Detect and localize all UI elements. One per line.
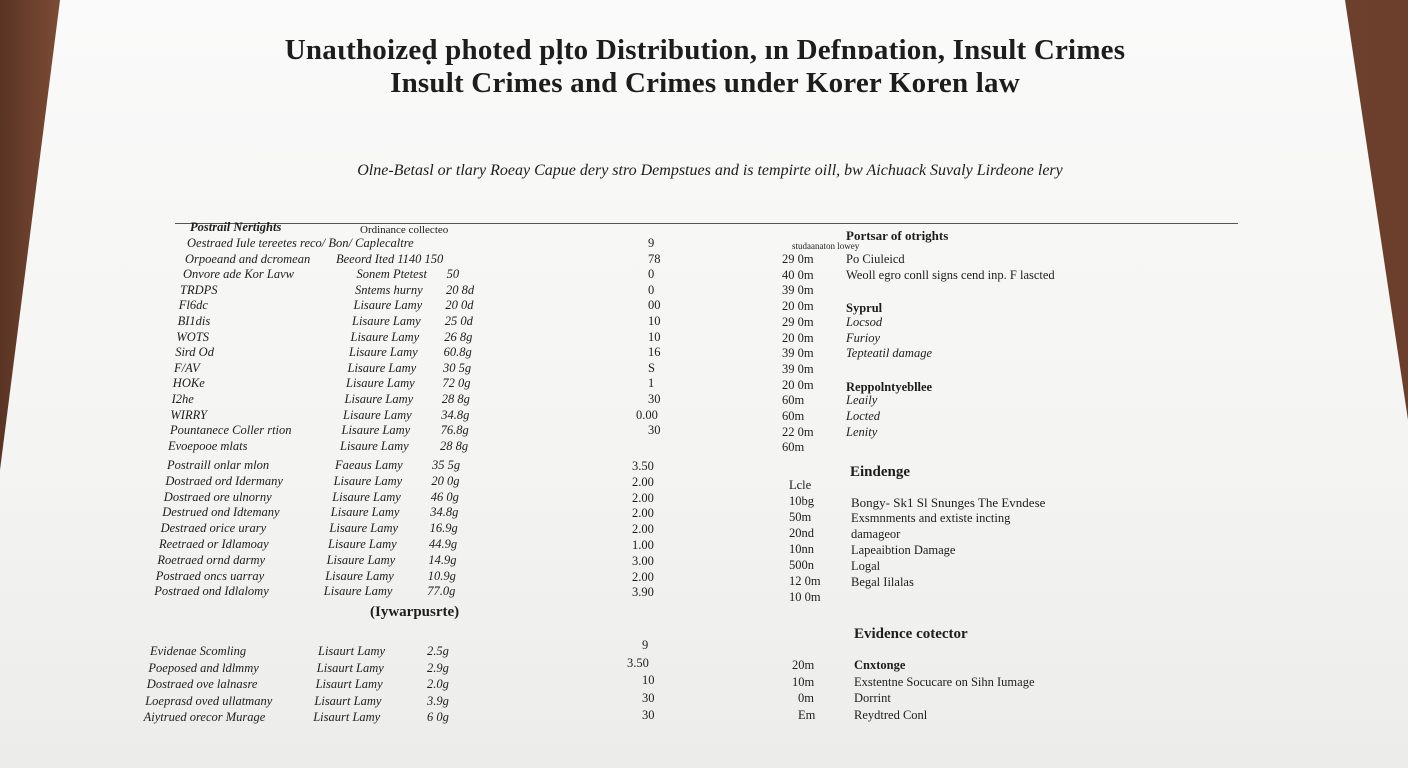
table-row-value: 30 5g <box>443 360 472 375</box>
table-row-value: 46 0g <box>430 489 459 504</box>
middle-value: 2.00 <box>632 569 654 584</box>
table-row-value: 2.0g <box>427 677 449 691</box>
middle-value: 3.50 <box>632 459 654 473</box>
middle-value: 3.50 <box>627 655 649 670</box>
table-row-type: Lisaure Lamy <box>340 438 409 453</box>
table-row-type: Lisaurt Lamy <box>314 693 382 708</box>
table-row-type: Sonem Ptetest <box>356 267 427 282</box>
table-row-value: 34.8g <box>430 505 459 520</box>
table-row-label: Orpoeand and dcromean <box>185 251 311 266</box>
table-row-label: Postraill onlar mlon <box>167 458 270 472</box>
right-row-text: Locsod <box>846 314 883 329</box>
measure-value: 39 0m <box>782 361 814 376</box>
table-row-label: Onvore ade Kor Lavw <box>183 267 294 282</box>
right-row-text: Lapeaibtion Damage <box>851 543 956 557</box>
right-row-text: Exstentne Socucare on Sihn Iumage <box>854 674 1035 689</box>
middle-value: 2.00 <box>632 506 654 521</box>
measure-value: 20nd <box>789 526 814 540</box>
right-row-text: Tepteatil damage <box>846 346 932 361</box>
middle-value: 2.00 <box>632 490 654 505</box>
measure-value: 29 0m <box>782 314 814 329</box>
middle-value: 9 <box>648 236 655 250</box>
measure-value: 10 0m <box>789 590 821 604</box>
table-row-label: Aiytrued orecor Murage <box>143 710 266 724</box>
table-row-value: 14.9g <box>428 552 457 567</box>
table-row-label: Reetraed or Idlamoay <box>159 537 269 551</box>
measure-value: 12 0m <box>789 574 821 588</box>
right-row-text: Reydtred Conl <box>854 707 928 722</box>
measure-value: 20 0m <box>782 330 814 345</box>
right-row-text: Syprul <box>846 301 883 316</box>
title-line-2: Insult Crimes and Crimes under Korer Koren law <box>390 67 1020 99</box>
title-line-1: Unaιthoizeḍ photed pḷto Distribution, ın Defnɒation, Insult Crimes <box>284 34 1126 66</box>
left-table-1-header-label: Postrail Nertights <box>190 220 282 234</box>
table-row-type: Lisaure Lamy <box>333 473 403 488</box>
table-row-type: Faeaus Lamy <box>335 458 403 472</box>
right-row-text: Exsmnments and extiste incting <box>851 511 1011 525</box>
table-row-label: Pountanece Coller rtion <box>170 423 292 438</box>
middle-value: 9 <box>642 638 649 652</box>
table-row-label: Postraed oncs uarray <box>155 568 265 583</box>
center-label: (Iywarpusrte) <box>370 604 460 620</box>
table-row-label: Oestraed Iule tereetes reco/ Bon/ Caplecaltre <box>187 236 414 250</box>
middle-value: 0 <box>648 267 655 282</box>
table-row-type: Lisaure Lamy <box>328 537 397 551</box>
table-row-type: Lisaure Lamy <box>323 584 393 599</box>
table-row-value: 72 0g <box>442 376 471 391</box>
table-row-label: Dostraed ove lalnasre <box>146 677 258 691</box>
right-row-text: Logal <box>851 559 881 573</box>
header-divider <box>175 223 1238 224</box>
right-row-text: Begal Iilalas <box>851 575 914 589</box>
table-row-label: WIRRY <box>170 407 207 422</box>
table-row-label: Loeprasd oved ullatmany <box>145 693 273 708</box>
table-row-type: Lisaurt Lamy <box>315 677 383 691</box>
table-row-label: Poeposed and ldlmmy <box>148 660 259 675</box>
middle-value: 10 <box>642 673 655 687</box>
document-title <box>150 34 1260 100</box>
right-section-3-header: Evidence cotector <box>854 626 968 642</box>
right-section-1-sub: studaanaton lowey <box>792 241 860 251</box>
table-row-label: I2he <box>171 392 194 406</box>
measure-value: 60m <box>782 409 805 423</box>
measure-value: 20 0m <box>782 377 814 392</box>
table-row-type: Lisaure Lamy <box>343 407 412 422</box>
table-row-label: Postraed ond Idlalomy <box>154 584 269 599</box>
measure-value: 39 0m <box>782 346 814 361</box>
right-row-text: Weoll egro conll signs cend inp. F lascted <box>846 267 1055 282</box>
measure-value: 50m <box>789 510 812 524</box>
measure-value: Lcle <box>789 478 812 492</box>
middle-value: 78 <box>648 251 661 266</box>
table-row-label: Evidenae Scomling <box>150 644 247 658</box>
table-row-value: 44.9g <box>429 537 458 551</box>
right-row-text: damageor <box>851 527 901 541</box>
table-row-value: 50 <box>446 267 460 282</box>
middle-value: 00 <box>648 298 661 313</box>
right-row-text: Cnxtonge <box>854 658 906 672</box>
table-row-label: Roetraed ornd darmy <box>157 552 266 567</box>
middle-value: 3.90 <box>632 585 654 600</box>
table-row-label: Destrued ond Idtemany <box>162 505 280 520</box>
middle-value: 10 <box>648 329 661 344</box>
measure-value: 40 0m <box>782 267 814 282</box>
left-table-1-header-col2: Ordinance collecteo <box>360 224 449 236</box>
table-row-label: Dostraed ore ulnorny <box>163 489 272 504</box>
measure-value: 500n <box>789 558 814 572</box>
measure-value: 10m <box>792 674 815 689</box>
right-row-text: Reppolntyebllee <box>846 379 933 394</box>
table-row-type: Lisaure Lamy <box>353 298 423 313</box>
table-row-value: 3.9g <box>427 693 449 708</box>
right-row-text: Lenity <box>846 424 878 439</box>
measure-value: Em <box>798 707 816 722</box>
table-row-type: Lisaure Lamy <box>349 345 418 360</box>
middle-value: 3.00 <box>632 553 654 568</box>
table-row-label: HOKe <box>172 376 205 391</box>
table-row-type: Lisaure Lamy <box>329 521 399 536</box>
table-row-value: 35 5g <box>432 458 461 472</box>
measure-value: 29 0m <box>782 252 814 266</box>
table-row-type: Lisaurt Lamy <box>318 644 386 658</box>
middle-value: 30 <box>648 392 661 406</box>
table-row-label: WOTS <box>176 329 210 344</box>
table-row-value: 16.9g <box>429 521 458 536</box>
table-row-value: 28 8g <box>440 438 469 453</box>
measure-value: 20 0m <box>782 299 814 314</box>
measure-value: 60m <box>782 440 805 455</box>
table-row-value: 34.8g <box>441 407 470 422</box>
table-row-type: Lisaure Lamy <box>344 392 414 406</box>
table-row-value: 26 8g <box>444 329 473 344</box>
right-row-text: Furioy <box>846 330 881 345</box>
table-row-label: BI1dis <box>177 314 211 328</box>
right-row-text: Leaily <box>846 393 878 408</box>
middle-value: 0.00 <box>636 407 658 422</box>
table-row-type: Lisaure Lamy <box>326 552 396 567</box>
table-row-type: Beeord Ited 1140 150 <box>336 251 444 266</box>
middle-value: 2.00 <box>632 474 654 489</box>
table-row-type: Lisaure Lamy <box>332 489 401 504</box>
table-row-value: 20 0g <box>431 473 460 488</box>
table-row-value: 20 8d <box>446 282 475 297</box>
middle-value: 30 <box>642 690 655 705</box>
table-row-type: Lisaurt Lamy <box>313 710 381 724</box>
middle-value: 10 <box>648 314 661 328</box>
right-row-text: Locted <box>846 409 881 423</box>
table-row-label: Evoepooe mlats <box>168 438 248 453</box>
table-row-value: 2.5g <box>427 644 449 658</box>
table-row-label: Sird Od <box>175 345 214 360</box>
table-row-value: 20 0d <box>445 298 474 313</box>
middle-value: 30 <box>648 423 661 438</box>
right-section-2-header: Eindenge <box>850 464 911 480</box>
measure-value: 0m <box>798 691 814 705</box>
table-row-value: 28 8g <box>441 392 470 406</box>
table-row-value: 60.8g <box>443 345 472 360</box>
table-row-type: Sntems hurny <box>355 282 423 297</box>
document-subtitle: Olne-Betasl or tlary Roeay Capue dery stro Dempstues and is tempirte oill, bw Aichuack Suvaly Lirdeone lery <box>357 162 1063 179</box>
table-row-type: Lisaure Lamy <box>347 360 417 375</box>
table-row-value: 76.8g <box>440 423 469 438</box>
right-row-text: Dorrint <box>854 691 891 705</box>
right-row-text: Po Ciuleicd <box>846 252 905 266</box>
table-row-value: 2.9g <box>427 660 449 675</box>
measure-value: 22 0m <box>782 424 814 439</box>
table-row-type: Lisaure Lamy <box>330 505 400 520</box>
table-row-value: 77.0g <box>427 584 456 599</box>
middle-value: S <box>648 360 655 375</box>
measure-value: 20m <box>792 658 815 672</box>
table-row-type: Lisaure Lamy <box>325 568 394 583</box>
middle-value: 30 <box>642 708 655 722</box>
table-row-label: F/AV <box>174 360 200 375</box>
table-row-type: Lisaurt Lamy <box>316 660 384 675</box>
table-row-type: Lisaure Lamy <box>352 314 421 328</box>
middle-value: 16 <box>648 345 661 360</box>
middle-value: 0 <box>648 282 655 297</box>
measure-value: 10nn <box>789 542 814 556</box>
table-row-type: Lisaure Lamy <box>346 376 415 391</box>
table-row-label: Destraed orice urary <box>160 521 267 536</box>
table-row-type: Lisaure Lamy <box>341 423 411 438</box>
table-row-value: 10.9g <box>427 568 456 583</box>
middle-value: 2.00 <box>632 522 654 537</box>
middle-value: 1 <box>648 376 655 391</box>
table-row-type: Lisaure Lamy <box>350 329 420 344</box>
table-row-label: Dostraed ord Idermany <box>165 473 283 488</box>
measure-value: 39 0m <box>782 283 814 298</box>
right-row-text: Bongy- Sk1 Sl Snunges The Evndese <box>851 495 1046 510</box>
table-row-label: TRDPS <box>180 282 218 297</box>
table-row-value: 6 0g <box>427 710 449 724</box>
table-row-value: 25 0d <box>444 314 473 328</box>
measure-value: 60m <box>782 393 805 408</box>
table-row-label: Fl6dc <box>178 298 208 313</box>
measure-value: 10bg <box>789 494 814 508</box>
right-section-1-header: Portsar of otrights <box>846 228 949 243</box>
middle-value: 1.00 <box>632 538 654 552</box>
